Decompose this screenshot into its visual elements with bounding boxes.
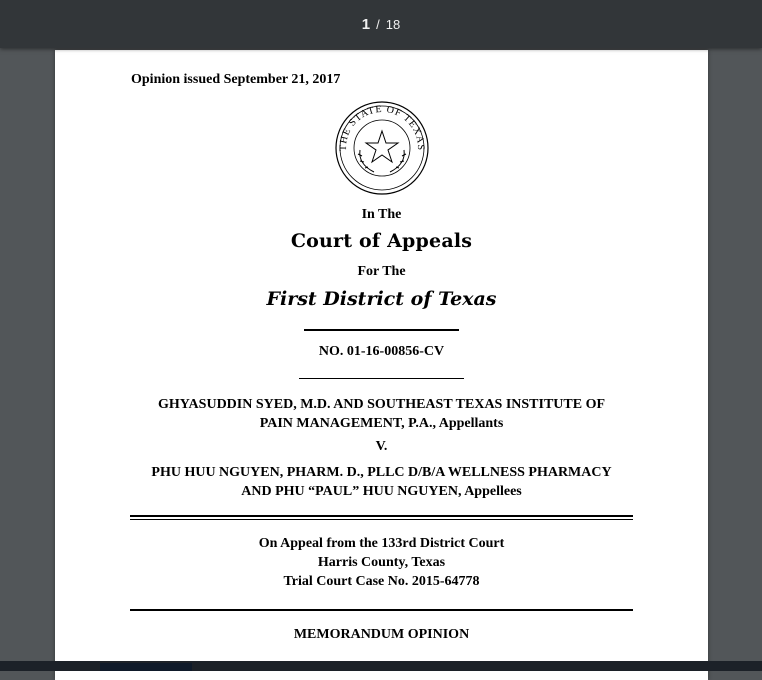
divider-double-bottom: [130, 519, 633, 520]
appellees-block: [55, 463, 708, 501]
trial-case-number: Trial Court Case No. 2015-64778: [283, 574, 480, 589]
current-page-number[interactable]: 1: [361, 15, 371, 33]
svg-text:THE STATE OF TEXAS: [338, 104, 426, 151]
opinion-issued-date: Opinion issued September 21, 2017: [131, 72, 341, 87]
seal-text: THE STATE OF TEXAS: [337, 103, 427, 152]
court-name: Court of Appeals: [290, 230, 473, 252]
appellants-block: [55, 395, 708, 433]
district-name: First District of Texas: [266, 288, 497, 310]
texas-seal-icon: [330, 100, 434, 196]
in-the-label: In The: [361, 207, 402, 222]
case-number: NO. 01-16-00856-CV: [318, 344, 445, 359]
divider-long: [130, 609, 633, 611]
taskbar-edge: [0, 661, 762, 671]
memorandum-heading: MEMORANDUM OPINION: [293, 627, 470, 642]
versus-label: V.: [375, 439, 388, 454]
pdf-toolbar: [0, 0, 762, 48]
viewer-background: [708, 48, 762, 671]
appellees-line-1: PHU HUU NGUYEN, PHARM. D., PLLC D/B/A WELLNESS PHARMACY: [151, 465, 612, 480]
page-indicator: [362, 16, 400, 33]
appeal-from-block: [55, 534, 708, 591]
for-the-label: For The: [357, 264, 406, 279]
appellants-line-1: GHYASUDDIN SYED, M.D. AND SOUTHEAST TEXAS INSTITUTE OF: [157, 397, 606, 412]
total-pages: 18: [385, 16, 401, 32]
divider-short-2: [299, 378, 464, 379]
pdf-page: [55, 50, 708, 680]
page-separator: /: [376, 16, 380, 32]
divider-double-top: [130, 515, 633, 517]
appeal-county: Harris County, Texas: [317, 555, 446, 570]
appeal-court: On Appeal from the 133rd District Court: [258, 536, 505, 551]
appellants-line-2: PAIN MANAGEMENT, P.A., Appellants: [259, 416, 504, 431]
taskbar-segment: [100, 663, 192, 671]
appellees-line-2: AND PHU “PAUL” HUU NGUYEN, Appellees: [241, 484, 522, 499]
divider-short: [304, 329, 459, 331]
